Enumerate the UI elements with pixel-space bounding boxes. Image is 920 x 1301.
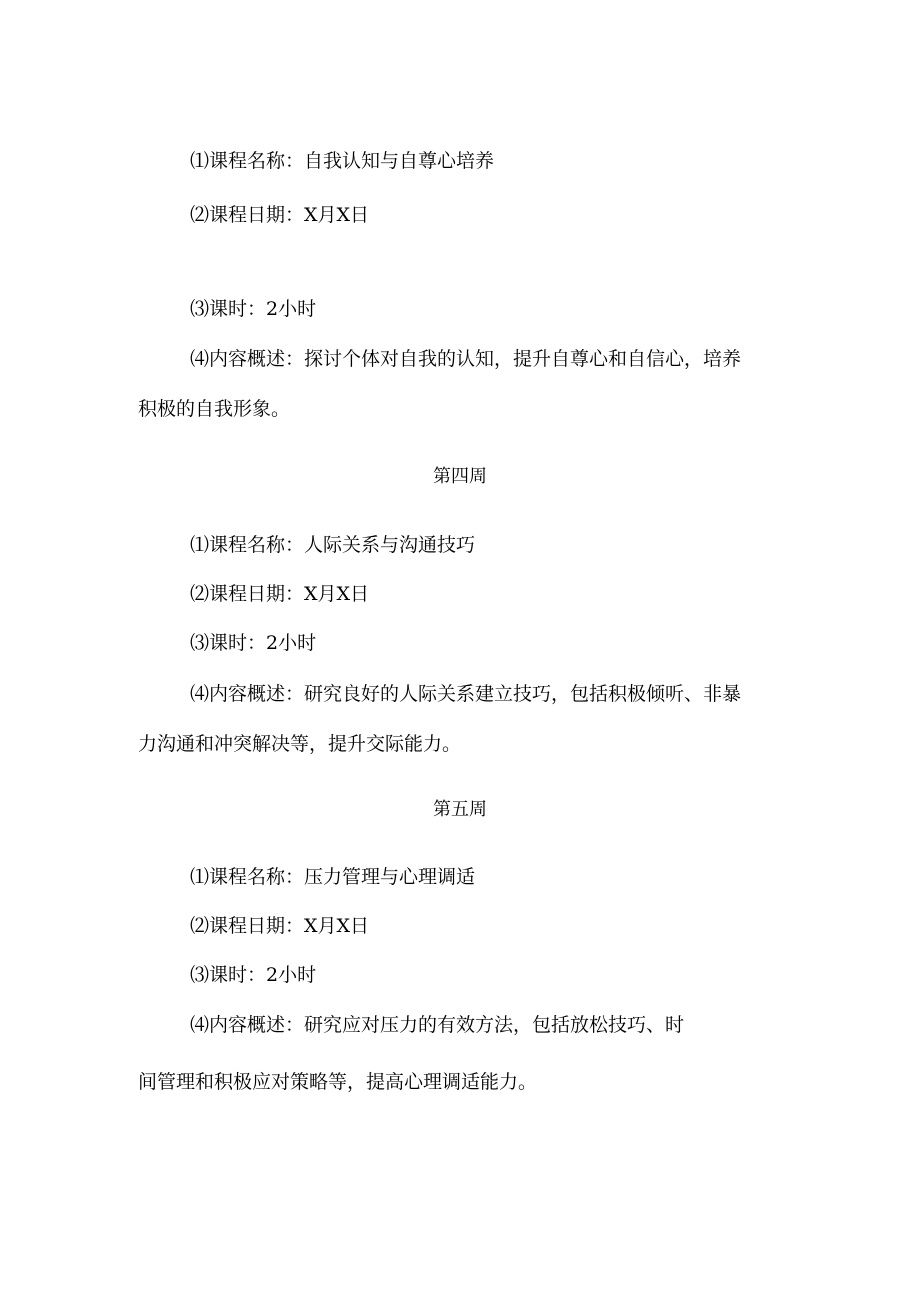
- course-hours-line: ⑶课时：2小时: [190, 632, 317, 654]
- course-date-line: ⑵课程日期：X月X日: [190, 204, 370, 226]
- course-date-line: ⑵课程日期：X月X日: [190, 583, 370, 605]
- course-overview-line-1: ⑷内容概述：研究良好的人际关系建立技巧，包括积极倾听、非暴: [190, 683, 742, 705]
- course-name-line: ⑴课程名称：自我认知与自尊心培养: [190, 150, 495, 172]
- course-overview-line-1: ⑷内容概述：研究应对压力的有效方法，包括放松技巧、时: [190, 1014, 685, 1036]
- course-overview-line-2: 力沟通和冲突解决等，提升交际能力。: [138, 733, 462, 755]
- course-overview-line-2: 间管理和积极应对策略等，提高心理调适能力。: [138, 1071, 538, 1093]
- course-name-line: ⑴课程名称：人际关系与沟通技巧: [190, 534, 476, 556]
- course-date-line: ⑵课程日期：X月X日: [190, 915, 370, 937]
- week-heading: 第五周: [433, 799, 487, 820]
- course-name-line: ⑴课程名称：压力管理与心理调适: [190, 866, 476, 888]
- course-hours-line: ⑶课时：2小时: [190, 298, 317, 320]
- course-hours-line: ⑶课时：2小时: [190, 964, 317, 986]
- week-heading: 第四周: [433, 466, 487, 487]
- course-overview-line-2: 积极的自我形象。: [138, 398, 291, 420]
- course-overview-line-1: ⑷内容概述：探讨个体对自我的认知，提升自尊心和自信心，培养: [190, 348, 742, 370]
